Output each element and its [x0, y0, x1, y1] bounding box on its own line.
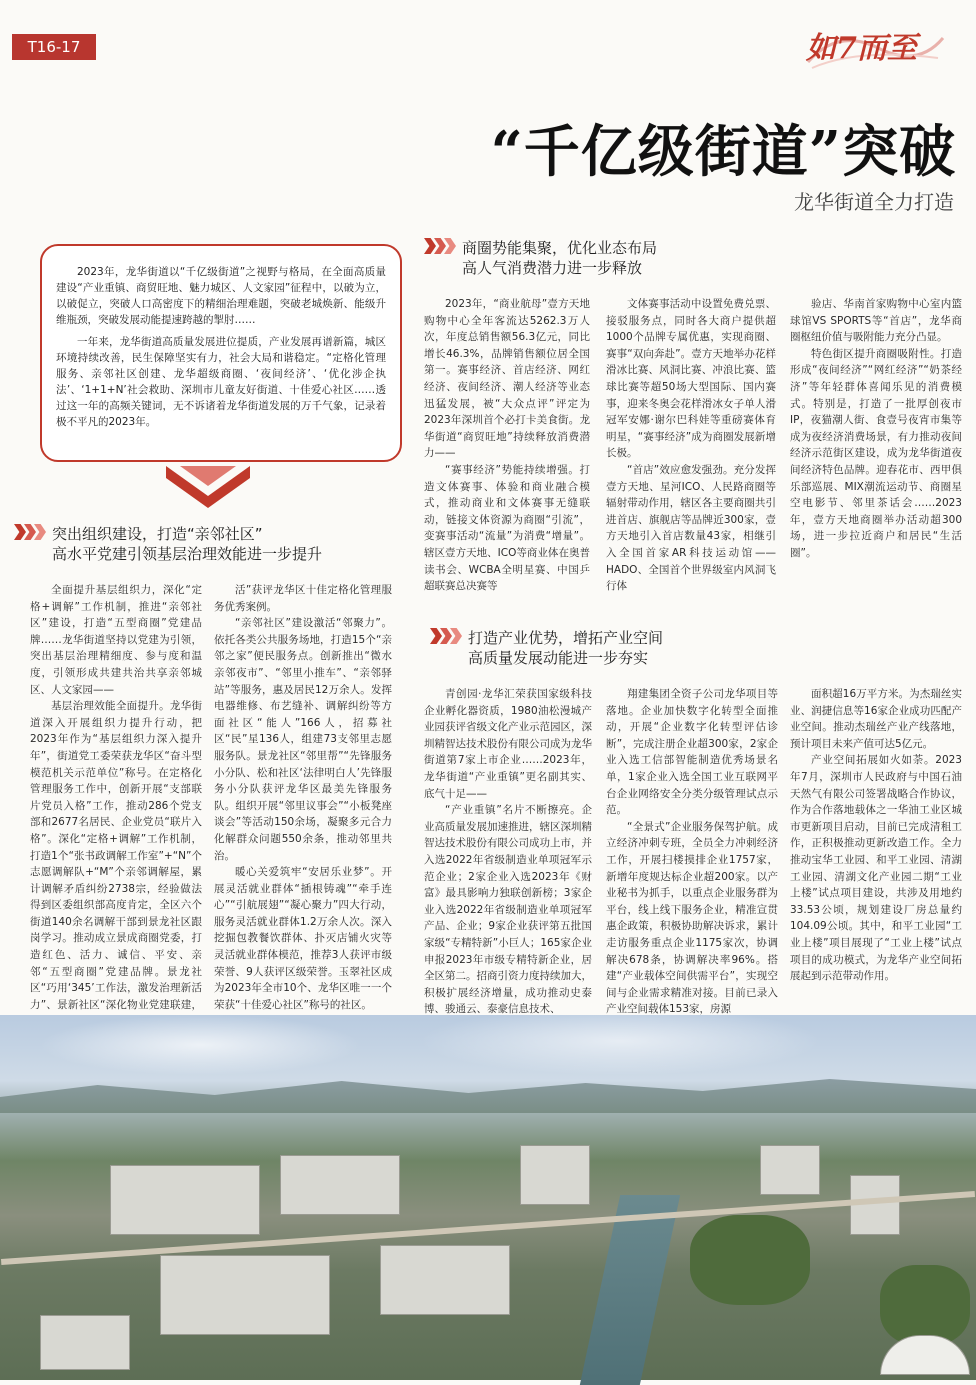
paragraph: “赛事经济”势能持续增强。打造文体赛事、体验和商业融合模式，推动商业和文体赛事无缝联动，链接文体资源为商圈“引流”，变赛事活动“流量”为消费“增量”。辖区壹方天地、ICO等商业体在奥普读书会、WCBA全明星赛、中国乒超联赛总决赛等	[424, 463, 590, 593]
aerial-city-photo	[0, 1015, 976, 1380]
section-title-line1: 打造产业优势，增拓产业空间	[468, 629, 664, 647]
main-headline: “千亿级街道”突破	[490, 119, 956, 185]
community-column-2	[214, 582, 392, 1012]
park	[690, 1215, 810, 1305]
domed-building	[880, 1335, 970, 1375]
building	[40, 1315, 130, 1370]
building	[760, 1145, 820, 1195]
industry-column-1	[424, 686, 592, 1016]
chevron-icon	[424, 238, 456, 254]
industry-column-3	[790, 686, 962, 1012]
building	[160, 1255, 330, 1335]
community-column-1	[30, 582, 202, 1012]
section-title-line1: 突出组织建设，打造“亲邻社区”	[52, 525, 263, 543]
sky	[0, 1015, 976, 1085]
chevron-icon	[14, 524, 46, 540]
paragraph: “亲邻社区”建设激活“邻聚力”。依托各类公共服务场地，打造15个“亲邻之家”便民服务点。创新推出“微水亲邻夜市”、“邻里小推车”、“亲邻驿站”等服务，惠及居民12万余人。发挥电器维修、布艺缝补、调解纠纷等方面社区“能人”166人，招募社区“民”星136人，组建73支邻里志愿服务队。景龙社区“邻里帮”“先锋服务小分队、松和社区‘法律明白人’先锋服务小分队获评龙华区最美先锋服务队。组织开展“邻里议事会”“小板凳座谈会”等活动150余场，凝聚多元合力化解群众问题550余条，推动邻里共治。	[214, 617, 392, 862]
sub-headline: 龙华街道全力打造	[794, 190, 954, 214]
paragraph: 活”获评龙华区十佳定格化管理服务优秀案例。	[214, 584, 392, 613]
paragraph: 暖心关爱筑牢“安居乐业梦”。开展灵活就业群体“插根铸魂”“牵手连心”“引航展翅”“凝心聚力”四大行动，服务灵活就业群体1.2万余人次。深入挖掘包教餐饮群体、扑灭店铺火灾等灵活就业群体模范，推荐3人获评市级荣誉、9人获评区级荣誉。玉翠社区成为2023年全市10个、龙华区唯一一个荣获“十佳爱心社区”称号的社区。	[214, 866, 392, 1011]
building	[110, 1165, 260, 1235]
intro-paragraph-2: 一年来，龙华街道高质量发展进位提质，产业发展再谱新篇，城区环境持续改善，民生保障坚实有力，社会大局和谐稳定。“定格化管理服务、亲邻社区创建、龙华超级商圈、‘夜间经济’、‘优化涉企执法’、‘1+1+N’社会救助、深圳市儿童友好街道、十佳爱心社区……透过这一年的高频关键词，无不诉诸着龙华街道发展的万千气象，记录着极不平凡的2023年。	[56, 336, 386, 428]
paragraph: 面积超16万平方米。为杰瑞丝实业、润捷信息等16家企业成功匹配产业空间。推动杰瑞丝产业产线落地，预计项目未来产值可达5亿元。	[790, 688, 962, 750]
intro-box	[40, 244, 402, 462]
section-title-line1: 商圈势能集聚，优化业态布局	[462, 239, 658, 257]
industry-column-2	[606, 686, 778, 1016]
paragraph: 文体赛事活动中设置免费兑票、接驳服务点，同时各大商户提供超1000个品牌专属优惠，实现商圈、赛事“双向奔赴”。壹方天地举办花样滑冰比赛、风洞比赛、冲浪比赛、篮球比赛等超50场大型国际、国内赛事，迎来冬奥会花样滑冰女子单人滑冠军安娜·谢尔巴科娃等重磅赛体育明星，“赛事经济”成为商圈发展新增长极。	[606, 298, 776, 460]
paragraph: 特色街区提升商圈吸附性。打造形成“夜间经济”“网红经济”“奶茶经济”等年轻群体喜闻乐见的消费模式。特别是，打造了一批厚创夜市IP，夜猫潮人街、食壹号夜宵市集等成为夜经济消费场景，有力推动夜间经济示范街区建设，成为龙华街道夜间经济特色品牌。迎春花市、西甲俱乐部巡展、MIX潮流运动节、商圈星空电影节、邻里茶话会……2023年，壹方天地商圈举办活动超300场，进一步拉近商户和居民“生活圈”。	[790, 347, 962, 559]
building	[280, 1155, 400, 1215]
paragraph: 2023年，“商业航母”壹方天地购物中心全年客流达5262.3万人次，年度总销售额56.3亿元，同比增长46.3%，品牌销售额位居全国第一。赛事经济、首店经济、网红经济、夜间经济、潮人经济等业态迅猛发展，被“大众点评”评定为2023年深圳首个必打卡美食街。龙华街道“商贸旺地”持续释放消费潜力——	[424, 298, 590, 460]
paragraph: “产业重镇”名片不断擦亮。企业高质量发展加速推进，辖区深圳精智达技术股份有限公司成功上市，并入选2022年省级制造业单项冠军示范企业；2家企业入选2023年《财富》最具影响力独联创新榜；3家企业入选2022年省级制造业单项冠军产品、企业；9家企业获评第五批国家级“专精特新”小巨人；165家企业申报2023年市级专精特新企业，居全区第二。招商引资力度持续加大，积极扩展经济增量，成功推动史泰博、骏通云、泰豪信息技术、	[424, 804, 592, 1016]
section-header-community	[14, 524, 414, 564]
building	[380, 1245, 510, 1315]
section-header-commerce	[424, 238, 964, 278]
page-number-tag: T16-17	[12, 34, 96, 60]
section-title-line2: 高人气消费潜力进一步释放	[462, 259, 643, 277]
paragraph: “全景式”企业服务保驾护航。成立经济冲刺专班，全员全力冲刺经济工作，开展扫楼摸排企业1757家，新增年度规达标企业超200家。以产业秘书为抓手，以重点企业服务群为平台，线上线下服务企业，精准宣贯惠企政策，积极协助解决诉求，累计走访服务重点企业1175家次，协调解决678条，协调解决率96%。搭建“产业载体空间供需平台”，实现空间与企业需求精准对接。目前已录入产业空间载体153家，房源	[606, 820, 778, 1016]
publication-logo	[798, 18, 948, 74]
paragraph: 青创园·龙华汇荣获国家级科技企业孵化器资质，1980油松漫城产业园获评省级文化产业示范园区，深圳精智达技术股份有限公司成为龙华街道第7家上市企业……2023年，龙华街道“产业重镇”更名副其实、底气十足——	[424, 688, 592, 800]
commerce-column-2	[606, 296, 776, 602]
building	[520, 1145, 590, 1205]
paragraph: 验店、华南首家购物中心室内篮球馆VS SPORTS等“首店”，龙华商圈枢纽价值与吸附能力充分凸显。	[790, 298, 962, 344]
section-title-line2: 高水平党建引领基层治理效能进一步提升	[52, 545, 323, 563]
commerce-column-3	[790, 296, 962, 602]
logo-text: 如7而至	[806, 31, 917, 66]
chevron-icon	[430, 628, 462, 644]
paragraph: 基层治理效能全面提升。龙华街道深入开展组织力提升行动，把2023年作为“基层组织力深入提升年”，街道党工委荣获龙华区“奋斗型模范机关示范单位”称号。在定格化管理服务工作中，创新开展“支部联片党员入格”工作，推动286个党支部和2677名居民、企业党员“联片入格”。深化“定格+调解”工作机制，打造1个“张书政调解工作室”+“N”个志愿调解队+“M”个亲邻调解屋，累计调解矛盾纠纷2738宗，经验做法得到区委组织部高度肯定，全区六个街道140余名调解干部到景龙社区跟岗学习。推动成立景成商圈党委，打造红色、活力、诚信、平安、亲邻“五型商圈”党建品牌。景龙社区“巧用‘345’工作法，激发治理新活力”、景新社区“深化物业党建联建，	[30, 700, 202, 1011]
paragraph: “首店”效应愈发强劲。充分发挥壹方天地、星河ICO、人民路商圈等辐射带动作用，辖区各主要商圈共引进首店、旗舰店等品牌近300家，壹方天地引入首店数量43家，相继引入全国首家AR科技运动馆——HADO、全国首个世界级室内风洞飞行体	[606, 463, 776, 593]
paragraph: 翔建集团全资子公司龙华项目等落地。企业加快数字化转型全面推动，开展“企业数字化转型评估诊断”，完成注册企业超300家，2家企业入选工信部智能制造优秀场景名单，1家企业入选全国工业互联网平台企业网络安全分类分级管理试点示范。	[606, 688, 778, 817]
intro-paragraph-1: 2023年，龙华街道以“千亿级街道”之视野与格局，在全面高质量建设“产业重镇、商贸旺地、魅力城区、人文家园”征程中，以破为立，以破促立，突破人口高密度下的精细治理难题，突破老城焕新、能级升维瓶颈，突破发展动能提速跨越的掣肘……	[56, 266, 386, 326]
down-arrow-icon	[166, 466, 250, 508]
section-header-industry	[430, 628, 960, 668]
section-title-line2: 高质量发展动能进一步夯实	[468, 649, 649, 667]
logo-brush-icon	[798, 18, 948, 74]
paragraph: 产业空间拓展如火如荼。2023年7月，深圳市人民政府与中国石油天然气有限公司签署战略合作协议，作为合作落地载体之一华油工业区城市更新项目启动，目前已完成清租工作，正积极推动更新改造工作。全力推动宝华工业园、和平工业园、清湖工业园、清湖文化产业园二期“工业上楼”试点项目建设，共涉及用地约33.53公顷，规划建设厂房总量约104.09公顷。其中，和平工业园“工业上楼”项目展现了“工业上楼”试点项目的成功模式，为龙华产业空间拓展起到示范带动作用。	[790, 754, 962, 983]
commerce-column-1	[424, 296, 590, 602]
park	[880, 1265, 970, 1345]
paragraph: 全面提升基层组织力，深化“定格+调解”工作机制，推进“亲邻社区”建设，打造“五型商圈”党建品牌……龙华街道坚持以党建为引领，突出基层治理精细度、参与度和温度，引领形成共建共治共享亲邻城区、人文家园——	[30, 584, 202, 696]
